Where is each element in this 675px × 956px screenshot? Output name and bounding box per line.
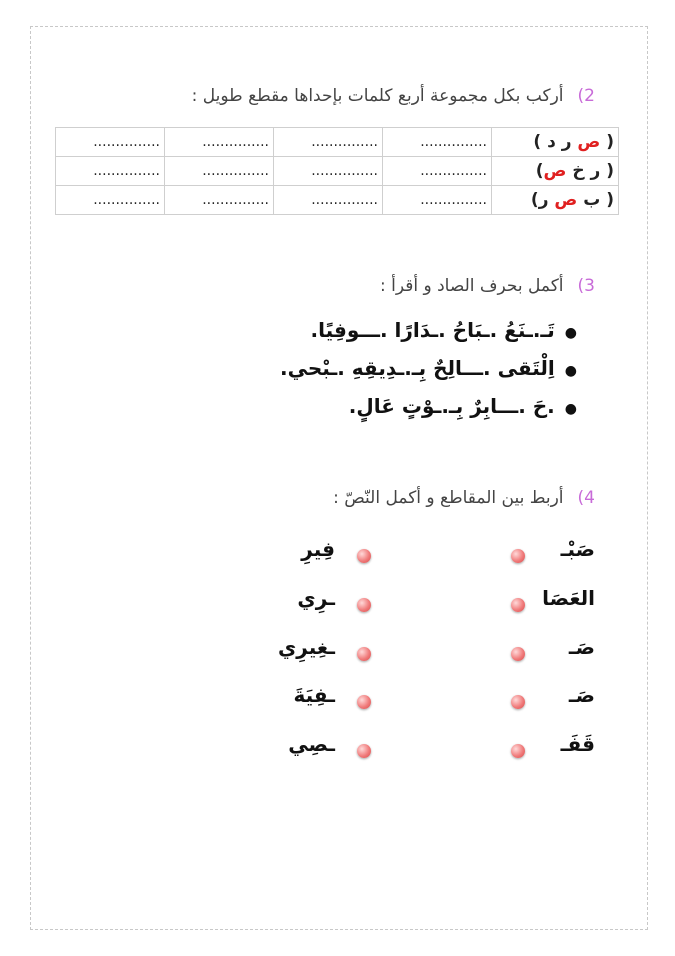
fill-in-list [280, 312, 577, 426]
match-dot[interactable] [357, 549, 371, 563]
question-4-heading [333, 488, 595, 508]
syllable-start: قَفَـ [560, 732, 595, 756]
answer-blank[interactable]: ............... [274, 157, 383, 186]
syllable-end: ـصِي [288, 732, 335, 756]
letter-group: ( ر خ ص) [492, 157, 619, 186]
match-dot[interactable] [511, 744, 525, 758]
answer-blank[interactable]: ............... [274, 128, 383, 157]
match-dot[interactable] [511, 598, 525, 612]
match-row [0, 537, 675, 577]
sentence: اِلْتَقى .ـــالِحٌ بِـ.ـدِيقِهِ .ـبْحي. [279, 356, 555, 380]
letter: ب [583, 190, 601, 210]
question-4-number: 4) [577, 488, 595, 508]
answer-blank[interactable]: ............... [56, 186, 165, 215]
match-dot[interactable] [357, 744, 371, 758]
question-4-instruction: أربط بين المقاطع و أكمل النّصّ : [333, 488, 564, 508]
match-dot[interactable] [357, 695, 371, 709]
syllable-start: صَـ [568, 635, 595, 659]
answer-blank[interactable]: ............... [383, 128, 492, 157]
list-item [280, 350, 577, 388]
answer-blank[interactable]: ............... [165, 128, 274, 157]
answer-blank[interactable]: ............... [165, 186, 274, 215]
bullet-icon: ● [564, 363, 577, 379]
answer-blank[interactable]: ............... [383, 157, 492, 186]
letter: ر [590, 161, 601, 181]
question-2-heading [192, 86, 595, 106]
letter: ر [555, 132, 578, 152]
table-row [56, 157, 619, 186]
match-row [0, 635, 675, 675]
match-dot[interactable] [511, 549, 525, 563]
match-dot[interactable] [357, 647, 371, 661]
answer-blank[interactable]: ............... [165, 157, 274, 186]
letter-group: ( ب ص ر) [492, 186, 619, 215]
syllable-end: ـغِيرِي [277, 635, 335, 659]
table-row [56, 128, 619, 157]
syllable-end: فِيرِ [301, 537, 335, 561]
bullet-icon: ● [564, 325, 577, 341]
table-row [56, 186, 619, 215]
list-item [280, 312, 577, 350]
letter: ص [548, 190, 584, 210]
word-building-table [55, 127, 619, 215]
letter: ر [538, 190, 549, 210]
question-3-number: 3) [577, 276, 595, 296]
match-dot[interactable] [357, 598, 371, 612]
letter: ص [577, 132, 601, 152]
answer-blank[interactable]: ............... [56, 128, 165, 157]
letter: ص [543, 161, 567, 181]
syllable-end: ـفِيَةَ [293, 683, 335, 707]
match-row [0, 732, 675, 772]
question-2-number: 2) [577, 86, 595, 106]
syllable-start: صَـ [568, 683, 595, 707]
match-row [0, 586, 675, 626]
answer-blank[interactable]: ............... [274, 186, 383, 215]
letter: خ [566, 161, 591, 181]
answer-blank[interactable]: ............... [56, 157, 165, 186]
letter-group: ( ص ر د ) [492, 128, 619, 157]
question-2-instruction: أركب بكل مجموعة أربع كلمات بإحداها مقطع طويل : [191, 86, 564, 106]
bullet-icon: ● [564, 401, 577, 417]
letter: د [547, 132, 556, 152]
match-dot[interactable] [511, 647, 525, 661]
list-item [280, 388, 577, 426]
question-3-heading [380, 276, 595, 296]
sentence: .حَ .ـــابِرٌ بِـ.ـوْتٍ عَالٍ. [348, 394, 555, 418]
syllable-start: صَبْـ [560, 537, 595, 561]
syllable-end: ـرِي [297, 586, 335, 610]
question-3-instruction: أكمل بحرف الصاد و أقرأ : [380, 276, 564, 296]
sentence: تَـ.ـنَعُ .ـبَاحُ .ـدَارًا .ـــوفِيًا. [310, 318, 555, 342]
answer-blank[interactable]: ............... [383, 186, 492, 215]
syllable-start: العَصَا [542, 586, 595, 610]
match-dot[interactable] [511, 695, 525, 709]
match-row [0, 683, 675, 723]
